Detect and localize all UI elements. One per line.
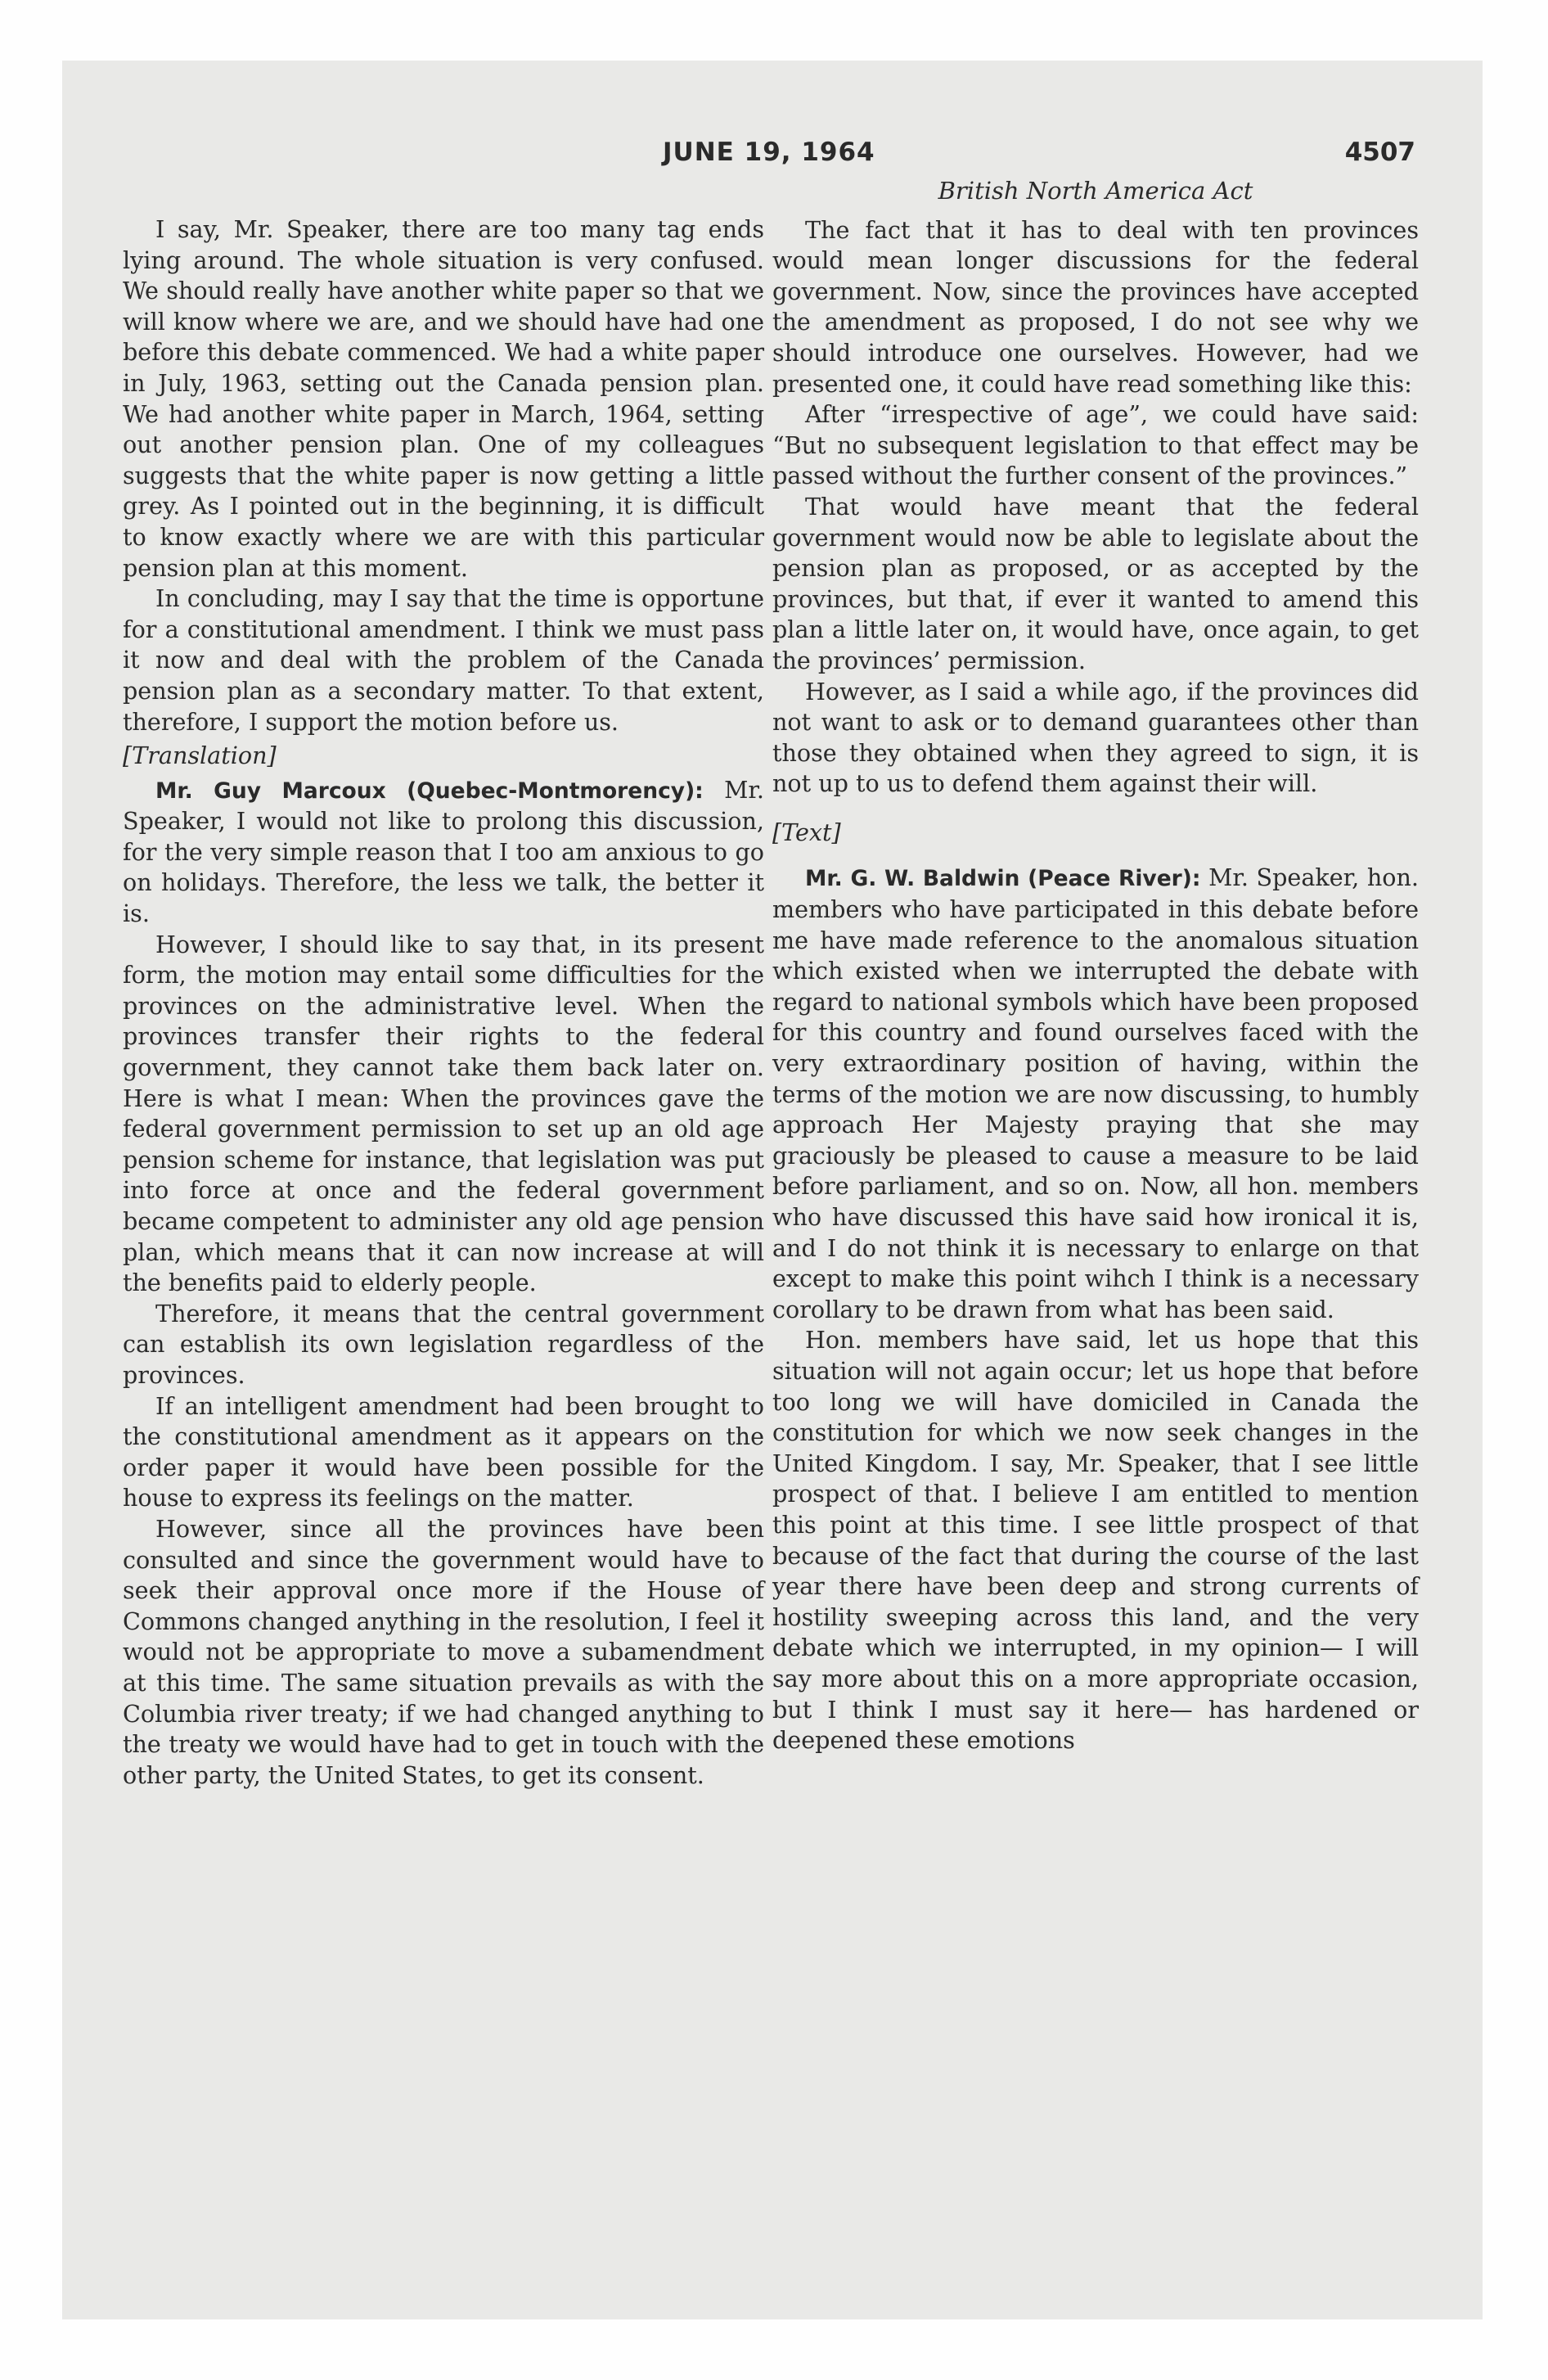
speaker-name: Mr. Guy Marcoux (Quebec-Montmorency):: [155, 778, 704, 804]
subject-heading: British North America Act: [938, 177, 1253, 205]
paragraph: However, since all the provinces have been consulted and since the government would have to seek their approval once more if the House of Commons changed anything in the resolution, I feel it would not be appropriate to move a subamendment at this time. The same situation prevails as with the Columbia river treaty; if we had changed anything to the treaty we would have had to get in touch with the other party, the United States, to get its consent.: [123, 1514, 764, 1789]
paragraph: The fact that it has to deal with ten provinces would mean longer discussions for the federal government. Now, since the provinces have accepted the amendment as proposed, I do not see why we should introduce one ourselves. However, had we presented one, it could have read something like this:: [772, 215, 1419, 398]
paragraph: Therefore, it means that the central government can establish its own legislation regardless of the provinces.: [123, 1299, 764, 1389]
speaker-paragraph: [772, 863, 1419, 1325]
paragraph: That would have meant that the federal government would now be able to legislate about the pension plan as proposed, or as accepted by the provinces, but that, if ever it wanted to amend this plan a little later on, it would have, once again, to get the provinces’ permission.: [772, 492, 1419, 674]
speech-text: Mr. Speaker, I would not like to prolong this discussion, for the very simple reason that I too am anxious to go on holidays. Therefore, the less we talk, the better it is.: [123, 775, 764, 928]
paragraph: Hon. members have said, let us hope that this situation will not again occur; let us hope that before too long we will have domiciled in Canada the constitution for which we now seek changes in the United Kingdom. I say, Mr. Speaker, that I see little prospect of that. I believe I am entitled to mention this point at this time. I see little prospect of that because of the fact that during the course of the last year there have been deep and strong currents of hostility sweeping across this land, and the very debate which we interrupted, in my opinion— I will say more about this on a more appropriate occasion, but I think I must say it here— has hardened or deepened these emotions: [772, 1326, 1419, 1755]
speaker-paragraph: [123, 775, 764, 930]
text-tag: [Text]: [772, 818, 841, 846]
paragraph: However, as I said a while ago, if the provinces did not want to ask or to demand guarantees other than those they obtained when they agreed to sign, it is not up to us to defend them against their will.: [772, 677, 1419, 798]
page-header: [0, 137, 1548, 177]
speaker-name: Mr. G. W. Baldwin (Peace River):: [805, 866, 1201, 892]
paragraph: I say, Mr. Speaker, there are too many tag ends lying around. The whole situation is very confused. We should really have another white paper so that we will know where we are, and we should have had one before this debate commenced. We had a white paper in July, 1963, setting out the Canada pension plan. We had another white paper in March, 1964, setting out another pension plan. One of my colleagues suggests that the white paper is now getting a little grey. As I pointed out in the beginning, it is difficult to know exactly where we are with this particular pension plan at this moment.: [123, 215, 764, 582]
page-number: 4507: [1344, 137, 1415, 167]
paragraph: However, I should like to say that, in its present form, the motion may entail some difficulties for the provinces on the administrative level. When the provinces transfer their rights to the federal government, they cannot take them back later on. Here is what I mean: When the provinces gave the federal government permission to set up an old age pension scheme for instance, that legislation was put into force at once and the federal government became competent to administer any old age pension plan, which means that it can now increase at will the benefits paid to elderly people.: [123, 930, 764, 1297]
header-date: JUNE 19, 1964: [663, 137, 875, 167]
right-column: [772, 176, 1419, 1756]
speech-text: Mr. Speaker, hon. members who have participated in this debate before me have made reference to the anomalous situation which existed when we interrupted the debate with regard to national symbols which have been proposed for this country and found ourselves faced with the very extraordinary position of having, within the terms of the motion we are now discussing, to humbly approach Her Majesty praying that she may graciously be pleased to cause a measure to be laid before parliament, and so on. Now, all hon. members who have discussed this have said how ironical it is, and I do not think it is necessary to enlarge on that except to make this point wihch I think is a necessary corollary to be drawn from what has been said.: [772, 863, 1419, 1323]
translation-tag: [Translation]: [123, 741, 277, 770]
left-column: [123, 214, 764, 1791]
paragraph: In concluding, may I say that the time is opportune for a constitutional amendment. I think we must pass it now and deal with the problem of the Canada pension plan as a secondary matter. To that extent, therefore, I support the motion before us.: [123, 584, 764, 736]
paragraph: If an intelligent amendment had been brought to the constitutional amendment as it appears on the order paper it would have been possible for the house to express its feelings on the matter.: [123, 1391, 764, 1512]
paragraph: After “irrespective of age”, we could have said: “But no subsequent legislation to that effect may be passed without the further consent of the provinces.”: [772, 400, 1419, 490]
